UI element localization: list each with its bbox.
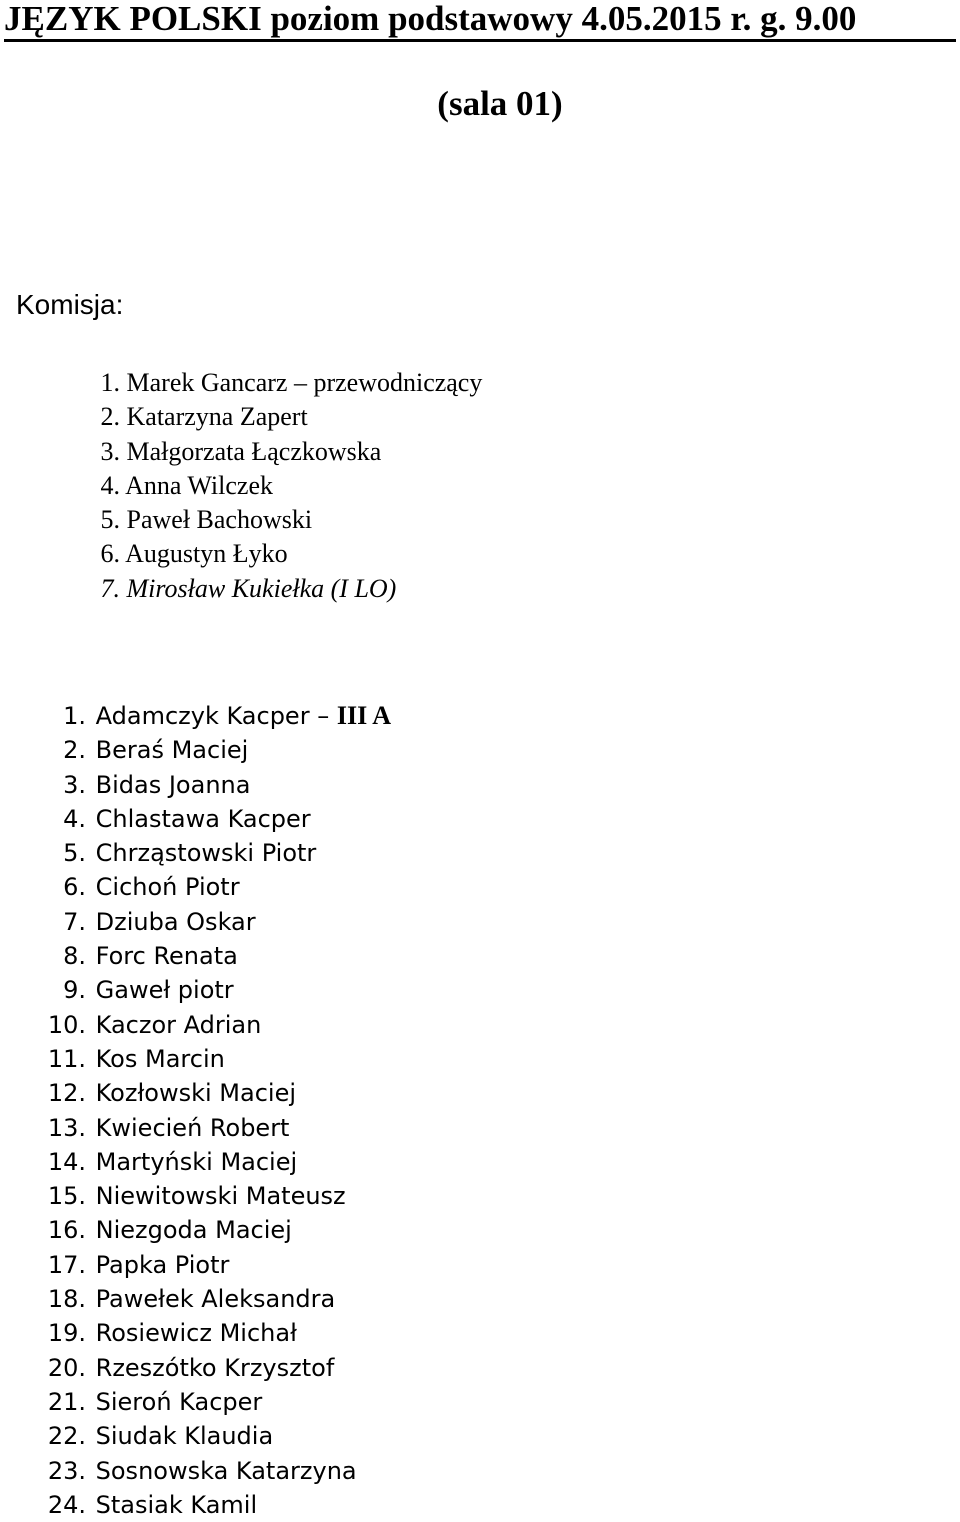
student-row [30, 768, 391, 802]
student-row [30, 1419, 391, 1453]
student-number: 2. [63, 736, 86, 765]
committee-member [86, 537, 482, 571]
student-number: 11. [47, 1044, 86, 1073]
student-name: Kaczor Adrian [95, 1010, 262, 1039]
student-row [30, 1179, 391, 1213]
student-number: 7. [63, 907, 86, 936]
student-name: Sieroń Kacper [95, 1387, 263, 1416]
student-number: 15. [47, 1182, 86, 1211]
student-row [30, 1145, 391, 1179]
student-row [30, 699, 391, 733]
committee-member-name: Katarzyna Zapert [126, 402, 308, 432]
student-name: Dziuba Oskar [95, 907, 256, 936]
student-number: 22. [47, 1422, 86, 1451]
committee-member-name: Mirosław Kukiełka (I LO) [126, 573, 397, 603]
student-number: 8. [63, 942, 86, 971]
student-name: Cichoń Piotr [95, 873, 240, 902]
committee-member-number: 1. [100, 368, 120, 397]
committee-member-number: 2. [100, 402, 120, 432]
student-row [30, 1042, 391, 1076]
room-label: (sala 01) [437, 84, 563, 123]
committee-member-number: 6. [100, 539, 120, 569]
committee-member [86, 435, 482, 469]
committee-member-number: 3. [100, 436, 120, 466]
class-tag: III A [336, 701, 392, 730]
student-number: 1. [63, 702, 86, 730]
student-row [30, 1282, 391, 1316]
student-name: Rosiewicz Michał [95, 1319, 297, 1348]
student-name: Rzeszótko Krzysztof [95, 1353, 335, 1382]
committee-member-name: Anna Wilczek [125, 470, 273, 500]
committee-member-number: 7. [100, 573, 120, 603]
student-name: Beraś Maciej [95, 736, 249, 765]
student-name: Forc Renata [95, 942, 238, 971]
student-name: Adamczyk Kacper [95, 702, 310, 730]
student-name: Martyński Maciej [95, 1147, 298, 1176]
student-row [30, 1076, 391, 1110]
student-number: 12. [47, 1079, 86, 1108]
student-name: Chrząstowski Piotr [95, 839, 317, 868]
student-row [30, 1351, 391, 1385]
student-number: 14. [47, 1147, 86, 1176]
student-number: 9. [63, 976, 86, 1005]
student-name: Papka Piotr [95, 1250, 230, 1279]
student-name: Gaweł piotr [95, 976, 234, 1005]
student-number: 17. [47, 1250, 86, 1279]
committee-member-number: 4. [100, 470, 120, 500]
student-name: Pawełek Aleksandra [95, 1285, 336, 1314]
student-row [30, 802, 391, 836]
student-number: 20. [47, 1353, 86, 1382]
student-row [30, 1111, 391, 1145]
student-number: 19. [47, 1319, 86, 1348]
student-row [30, 1316, 391, 1350]
student-number: 6. [63, 873, 86, 902]
student-row [30, 870, 391, 904]
student-list [30, 699, 391, 1522]
student-row [30, 905, 391, 939]
committee-member [86, 572, 482, 606]
committee-member-name: Małgorzata Łączkowska [126, 436, 382, 466]
student-row [30, 1248, 391, 1282]
student-number: 3. [63, 770, 86, 799]
student-number: 21. [47, 1387, 86, 1416]
student-row [30, 939, 391, 973]
committee-member-name: Augustyn Łyko [125, 539, 288, 569]
document-heading: JĘZYK POLSKI poziom podstawowy 4.05.2015 r. g. 9.00 [4, 0, 956, 42]
class-separator: – [309, 702, 337, 730]
student-number: 18. [47, 1285, 86, 1314]
student-number: 10. [47, 1010, 86, 1039]
student-name: Bidas Joanna [95, 770, 251, 799]
committee-member [86, 400, 482, 434]
student-name: Niezgoda Maciej [95, 1216, 292, 1245]
student-number: 24. [47, 1490, 86, 1519]
committee-member-name: Marek Gancarz – przewodniczący [126, 368, 483, 397]
student-number: 4. [63, 804, 86, 833]
student-number: 16. [47, 1216, 86, 1245]
committee-member [86, 503, 482, 537]
committee-list [86, 366, 482, 606]
committee-member [86, 366, 482, 400]
student-row [30, 1488, 391, 1522]
student-row [30, 1213, 391, 1247]
student-name: Kos Marcin [95, 1044, 225, 1073]
student-name: Chlastawa Kacper [95, 804, 311, 833]
student-row [30, 1454, 391, 1488]
committee-member-number: 5. [100, 505, 120, 535]
student-name: Kozłowski Maciej [95, 1079, 297, 1108]
student-number: 5. [63, 839, 86, 868]
student-name: Niewitowski Mateusz [95, 1182, 346, 1211]
committee-member [86, 469, 482, 503]
student-name: Sosnowska Katarzyna [95, 1456, 357, 1485]
student-row [30, 973, 391, 1007]
student-row [30, 733, 391, 767]
student-number: 13. [47, 1113, 86, 1142]
committee-member-name: Paweł Bachowski [126, 505, 313, 535]
student-row [30, 1008, 391, 1042]
student-row [30, 836, 391, 870]
student-name: Siudak Klaudia [95, 1422, 274, 1451]
student-name: Stasiak Kamil [95, 1490, 258, 1519]
student-number: 23. [47, 1456, 86, 1485]
student-name: Kwiecień Robert [95, 1113, 290, 1142]
committee-label: Komisja: [16, 289, 124, 320]
student-row [30, 1385, 391, 1419]
